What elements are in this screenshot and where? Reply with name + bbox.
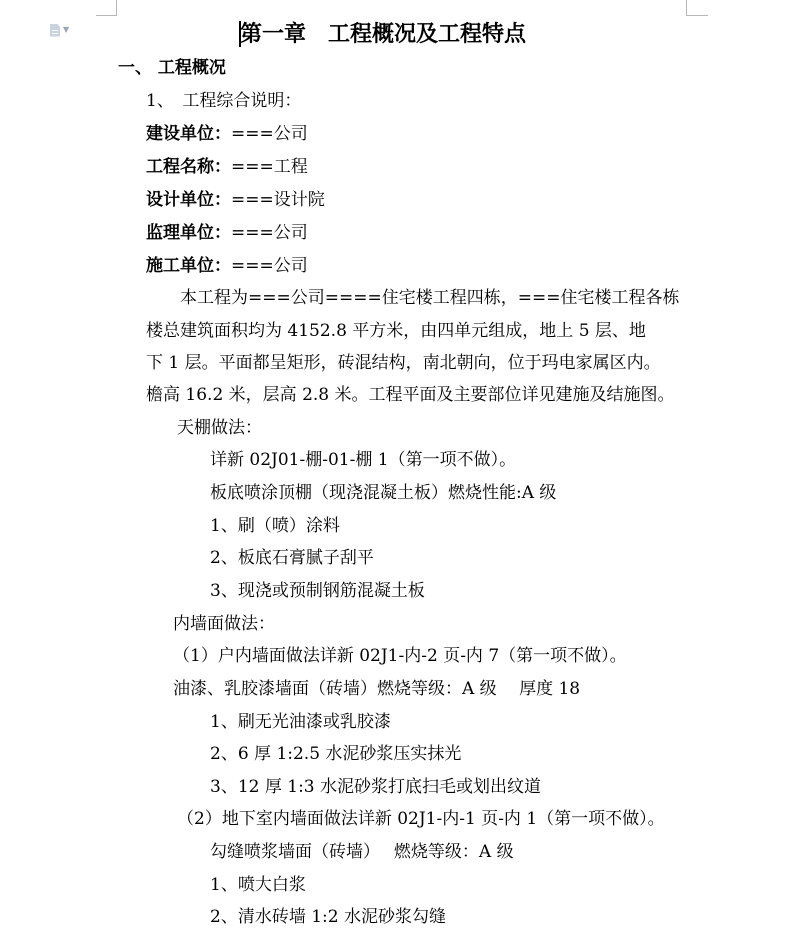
margin-mark-top-left-v [116,0,117,16]
field-label: 监理单位： [146,223,231,243]
field-label: 设计单位： [146,190,231,210]
field-value: ===公司 [231,223,308,243]
text-line[interactable]: 板底喷涂顶棚（现浇混凝土板）燃烧性能:A 级 [210,483,557,503]
field-label: 建设单位： [146,124,231,144]
text-line[interactable]: 天棚做法： [177,418,262,438]
margin-mark-top-right-v [686,0,687,16]
text-line[interactable]: 1、刷无光油漆或乳胶漆 [210,712,391,732]
text-line[interactable]: 详新 02J01-棚-01-棚 1（第一项不做）。 [210,450,517,470]
section-heading[interactable]: 一、 工程概况 [118,58,226,78]
paragraph-line[interactable]: 下 1 层。平面都呈矩形，砖混结构，南北朝向，位于玛电家属区内。 [146,353,661,373]
text-line[interactable]: 2、清水砖墙 1:2 水泥砂浆勾缝 [210,907,446,927]
field-row[interactable] [146,222,308,244]
text-line[interactable]: 1、刷（喷）涂料 [210,516,340,536]
subsection-heading[interactable]: 1、 工程综合说明： [146,91,302,111]
field-value: ===设计院 [231,190,325,210]
margin-mark-top-left-h [96,15,117,16]
field-label: 施工单位： [146,256,231,276]
text-line[interactable]: 1、喷大白浆 [210,875,306,895]
text-line[interactable]: 内墙面做法： [173,614,275,634]
chapter-title[interactable]: 第一章 工程概况及工程特点 [240,21,527,47]
text-line[interactable]: 勾缝喷浆墙面（砖墙） 燃烧等级：A 级 [210,842,514,862]
paragraph-line[interactable]: 楼总建筑面积均为 4152.8 平方米，由四单元组成，地上 5 层、地 [146,321,646,341]
page-icon [50,24,60,37]
text-line[interactable]: 2、板底石膏腻子刮平 [210,548,374,568]
text-line[interactable]: 油漆、乳胶漆墙面（砖墙）燃烧等级：A 级 厚度 18 [173,679,581,699]
chevron-down-icon: ▼ [63,25,70,34]
field-value: ===公司 [231,256,308,276]
field-label: 工程名称： [146,157,231,177]
document-options-icon[interactable] [50,22,78,38]
paragraph-line[interactable]: 本工程为===公司====住宅楼工程四栋，===住宅楼工程各栋 [180,288,680,308]
text-line[interactable]: 3、现浇或预制钢筋混凝土板 [210,581,425,601]
text-line[interactable]: 2、6 厚 1:2.5 水泥砂浆压实抹光 [210,744,462,764]
field-value: ===工程 [231,157,308,177]
text-line[interactable]: （2）地下室内墙面做法详新 02J1-内-1 页-内 1（第一项不做）。 [177,809,665,829]
field-row[interactable] [146,255,308,277]
margin-mark-top-right-h [686,15,708,16]
text-line[interactable]: （1）户内墙面做法详新 02J1-内-2 页-内 7（第一项不做）。 [173,646,627,666]
paragraph-line[interactable]: 檐高 16.2 米，层高 2.8 米。工程平面及主要部位详见建施及结施图。 [146,385,675,405]
field-row[interactable] [146,189,325,211]
field-value: ===公司 [231,124,308,144]
field-row[interactable] [146,123,308,145]
text-line[interactable]: 3、12 厚 1:3 水泥砂浆打底扫毛或划出纹道 [210,777,542,797]
field-row[interactable] [146,156,308,178]
